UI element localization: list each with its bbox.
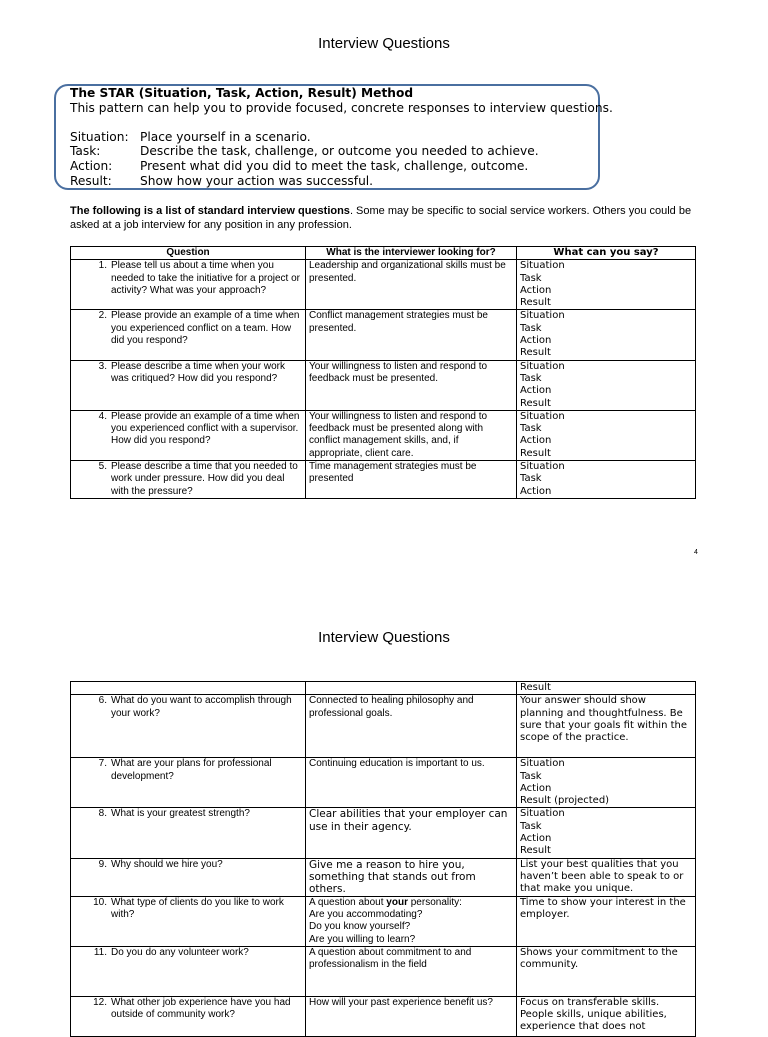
table-row <box>71 410 696 460</box>
star-item-task <box>70 144 670 159</box>
page-number: 4 <box>694 549 698 556</box>
question-text: Why should we hire you? <box>111 858 223 870</box>
table-row <box>71 360 696 410</box>
looking-for-text: Your willingness to listen and respond to feedback must be presented along with conflict management skills, and, if appropriate, client care. <box>306 410 517 460</box>
question-number: 11. <box>93 946 107 958</box>
answer-cell: Focus on transferable skills. People skills, unique abilities, experience that does not <box>517 996 696 1036</box>
star-term: Result: <box>70 173 112 188</box>
star-desc: Present what did you did to meet the task, challenge, outcome. <box>140 159 529 174</box>
question-text: Please provide an example of a time when you experienced conflict on a team. How did you respond? <box>111 310 300 347</box>
question-text: What do you want to accomplish through your work? <box>111 695 292 719</box>
question-text: What other job experience have you had outside of community work? <box>111 996 291 1021</box>
answer-cell: Situation Task Action Result <box>517 310 696 360</box>
header-question: Question <box>71 247 306 260</box>
question-number: 10. <box>93 896 107 908</box>
looking-for-text: Continuing education is important to us. <box>306 758 517 808</box>
looking-for-text: Time management strategies must be presented <box>306 461 517 499</box>
question-text: Do you do any volunteer work? <box>111 946 249 958</box>
looking-for-text: Clear abilities that your employer can use in their agency. <box>306 808 517 858</box>
looking-for-text: Give me a reason to hire you, something that stands out from others. <box>306 858 517 896</box>
question-number: 4. <box>98 410 107 422</box>
star-item-action <box>70 159 670 174</box>
star-item-result <box>70 174 670 189</box>
looking-for-text: How will your past experience benefit us? <box>306 996 517 1036</box>
looking-for-text: Your willingness to listen and respond to feedback must be presented. <box>306 360 517 410</box>
question-number: 7. <box>98 758 107 770</box>
list-intro-rest: . Some may be specific to social service workers. Others you could be asked at a job interview for any position in any profession. <box>70 205 692 231</box>
question-text: Please tell us about a time when you needed to take the initiative for a project or activity? What was your approach? <box>111 260 301 296</box>
table-header-row <box>71 247 696 260</box>
table-row <box>71 260 696 310</box>
list-intro <box>70 205 695 232</box>
answer-cell: Your answer should show planning and thoughtfulness. Be sure that your goals fit within the scope of the practice. <box>517 695 696 758</box>
star-desc: Place yourself in a scenario. <box>140 129 311 144</box>
looking-for-text: A question about your personality: Are you accommodating? Do you know yourself? Are you willing to learn? <box>306 896 517 946</box>
question-text: What are your plans for professional development? <box>111 758 272 782</box>
answer-cell: Shows your commitment to the community. <box>517 946 696 996</box>
carry-over-text: Result <box>517 682 696 695</box>
question-number: 9. <box>98 858 107 870</box>
star-item-situation <box>70 130 670 145</box>
question-number: 1. <box>98 260 107 272</box>
question-number: 5. <box>98 461 107 473</box>
table-row <box>71 695 696 758</box>
table-row <box>71 996 696 1036</box>
table-row <box>71 461 696 499</box>
star-intro: This pattern can help you to provide focused, concrete responses to interview questions. <box>70 100 613 115</box>
looking-for-text: Conflict management strategies must be presented. <box>306 310 517 360</box>
answer-cell: Situation Task Action Result (projected) <box>517 758 696 808</box>
header-what-to-say: What can you say? <box>517 247 696 260</box>
question-number: 12. <box>93 996 107 1008</box>
table-row <box>71 808 696 858</box>
page-title: Interview Questions <box>318 35 450 52</box>
star-title: The STAR (Situation, Task, Action, Result) Method <box>70 86 414 100</box>
question-number: 6. <box>98 695 107 707</box>
answer-cell: Situation Task Action Result <box>517 360 696 410</box>
answer-cell: Situation Task Action <box>517 461 696 499</box>
looking-for-text: Leadership and organizational skills must be presented. <box>306 260 517 310</box>
question-number: 2. <box>98 310 107 322</box>
star-term: Action: <box>70 159 113 174</box>
answer-cell: Situation Task Action Result <box>517 808 696 858</box>
question-text: What type of clients do you like to work with? <box>111 896 284 920</box>
star-term: Task: <box>70 144 101 159</box>
answer-cell: Situation Task Action Result <box>517 260 696 310</box>
table-row <box>71 858 696 896</box>
table-row <box>71 946 696 996</box>
question-text: Please provide an example of a time when you experienced conflict with a supervisor. How did you respond? <box>111 410 300 447</box>
table-row <box>71 758 696 808</box>
answer-cell: Situation Task Action Result <box>517 410 696 460</box>
table-row <box>71 310 696 360</box>
star-desc: Describe the task, challenge, or outcome you needed to achieve. <box>140 144 539 159</box>
table-row <box>71 896 696 946</box>
question-text: Please describe a time when your work was critiqued? How did you respond? <box>111 360 285 384</box>
answer-cell: List your best qualities that you haven’t been able to speak to or that make you unique. <box>517 858 696 896</box>
list-intro-bold: The following is a list of standard interview questions <box>70 205 350 217</box>
question-number: 8. <box>98 808 107 820</box>
questions-table-1 <box>70 246 696 499</box>
answer-cell: Time to show your interest in the employer. <box>517 896 696 946</box>
star-desc: Show how your action was successful. <box>140 173 374 188</box>
table-row <box>71 682 696 695</box>
header-looking-for: What is the interviewer looking for? <box>306 247 517 260</box>
questions-table-2 <box>70 681 696 1037</box>
looking-for-text: A question about commitment to and professionalism in the field <box>306 946 517 996</box>
question-text: Please describe a time that you needed to work under pressure. How did you deal with the pressure? <box>111 461 298 497</box>
looking-for-text: Connected to healing philosophy and professional goals. <box>306 695 517 758</box>
star-term: Situation: <box>70 129 129 144</box>
star-method-text <box>70 86 670 189</box>
question-text: What is your greatest strength? <box>111 808 250 820</box>
page-title: Interview Questions <box>318 629 450 646</box>
question-number: 3. <box>98 360 107 372</box>
